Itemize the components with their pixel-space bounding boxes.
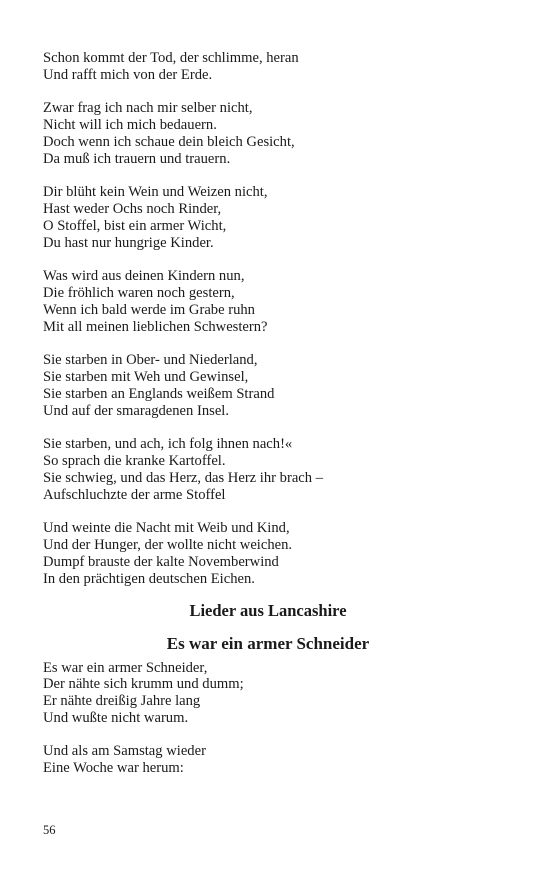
stanza: [43, 352, 503, 419]
verse-line: Zwar frag ich nach mir selber nicht,: [43, 100, 253, 117]
verse-line: Sie starben in Ober- und Niederland,: [43, 352, 258, 369]
poem-text-block: [43, 50, 503, 794]
verse-line: Und rafft mich von der Erde.: [43, 66, 213, 83]
verse-line: Nicht will ich mich bedauern.: [43, 117, 217, 134]
stanza: [43, 50, 503, 84]
verse-line: Sie starben an Englands weißem Strand: [43, 385, 275, 402]
verse-line: Und der Hunger, der wollte nicht weichen.: [43, 537, 293, 554]
verse-line: In den prächtigen deutschen Eichen.: [43, 570, 255, 587]
verse-line: Und wußte nicht warum.: [43, 709, 189, 726]
verse-line: Es war ein armer Schneider,: [43, 659, 208, 676]
section-title: Lieder aus Lancashire: [189, 600, 347, 620]
page-number: 56: [43, 823, 56, 837]
verse-line: Eine Woche war herum:: [43, 760, 184, 777]
verse-line: Und weinte die Nacht mit Weib und Kind,: [43, 520, 290, 537]
verse-line: Doch wenn ich schaue dein bleich Gesicht,: [43, 133, 295, 150]
verse-line: Was wird aus deinen Kindern nun,: [43, 268, 245, 285]
verse-line: Sie starben, und ach, ich folg ihnen nach!«: [43, 436, 293, 453]
verse-line: So sprach die kranke Kartoffel.: [43, 453, 226, 470]
verse-line: Und auf der smaragdenen Insel.: [43, 402, 229, 419]
verse-line: Da muß ich trauern und trauern.: [43, 150, 231, 167]
verse-line: O Stoffel, bist ein armer Wicht,: [43, 217, 227, 234]
stanza: [43, 660, 503, 727]
stanza: [43, 436, 503, 503]
verse-line: Hast weder Ochs noch Rinder,: [43, 201, 222, 218]
verse-line: Dumpf brauste der kalte Novemberwind: [43, 553, 279, 570]
stanza: [43, 743, 503, 777]
stanza: [43, 268, 503, 335]
verse-line: Die fröhlich waren noch gestern,: [43, 285, 235, 302]
verse-line: Dir blüht kein Wein und Weizen nicht,: [43, 184, 268, 201]
verse-line: Er nähte dreißig Jahre lang: [43, 693, 201, 710]
verse-line: Sie schwieg, und das Herz, das Herz ihr brach –: [43, 469, 324, 486]
verse-line: Aufschluchzte der arme Stoffel: [43, 486, 226, 503]
stanza: [43, 184, 503, 251]
stanza: [43, 100, 503, 167]
verse-line: Und als am Samstag wieder: [43, 743, 206, 760]
verse-line: Sie starben mit Weh und Gewinsel,: [43, 369, 249, 386]
verse-line: Der nähte sich krumm und dumm;: [43, 676, 244, 693]
stanza: [43, 520, 503, 587]
verse-line: Du hast nur hungrige Kinder.: [43, 234, 214, 251]
poem-title: Es war ein armer Schneider: [166, 633, 370, 653]
verse-line: Schon kommt der Tod, der schlimme, heran: [43, 50, 299, 66]
verse-line: Mit all meinen lieblichen Schwestern?: [43, 318, 268, 335]
verse-line: Wenn ich bald werde im Grabe ruhn: [43, 301, 255, 318]
